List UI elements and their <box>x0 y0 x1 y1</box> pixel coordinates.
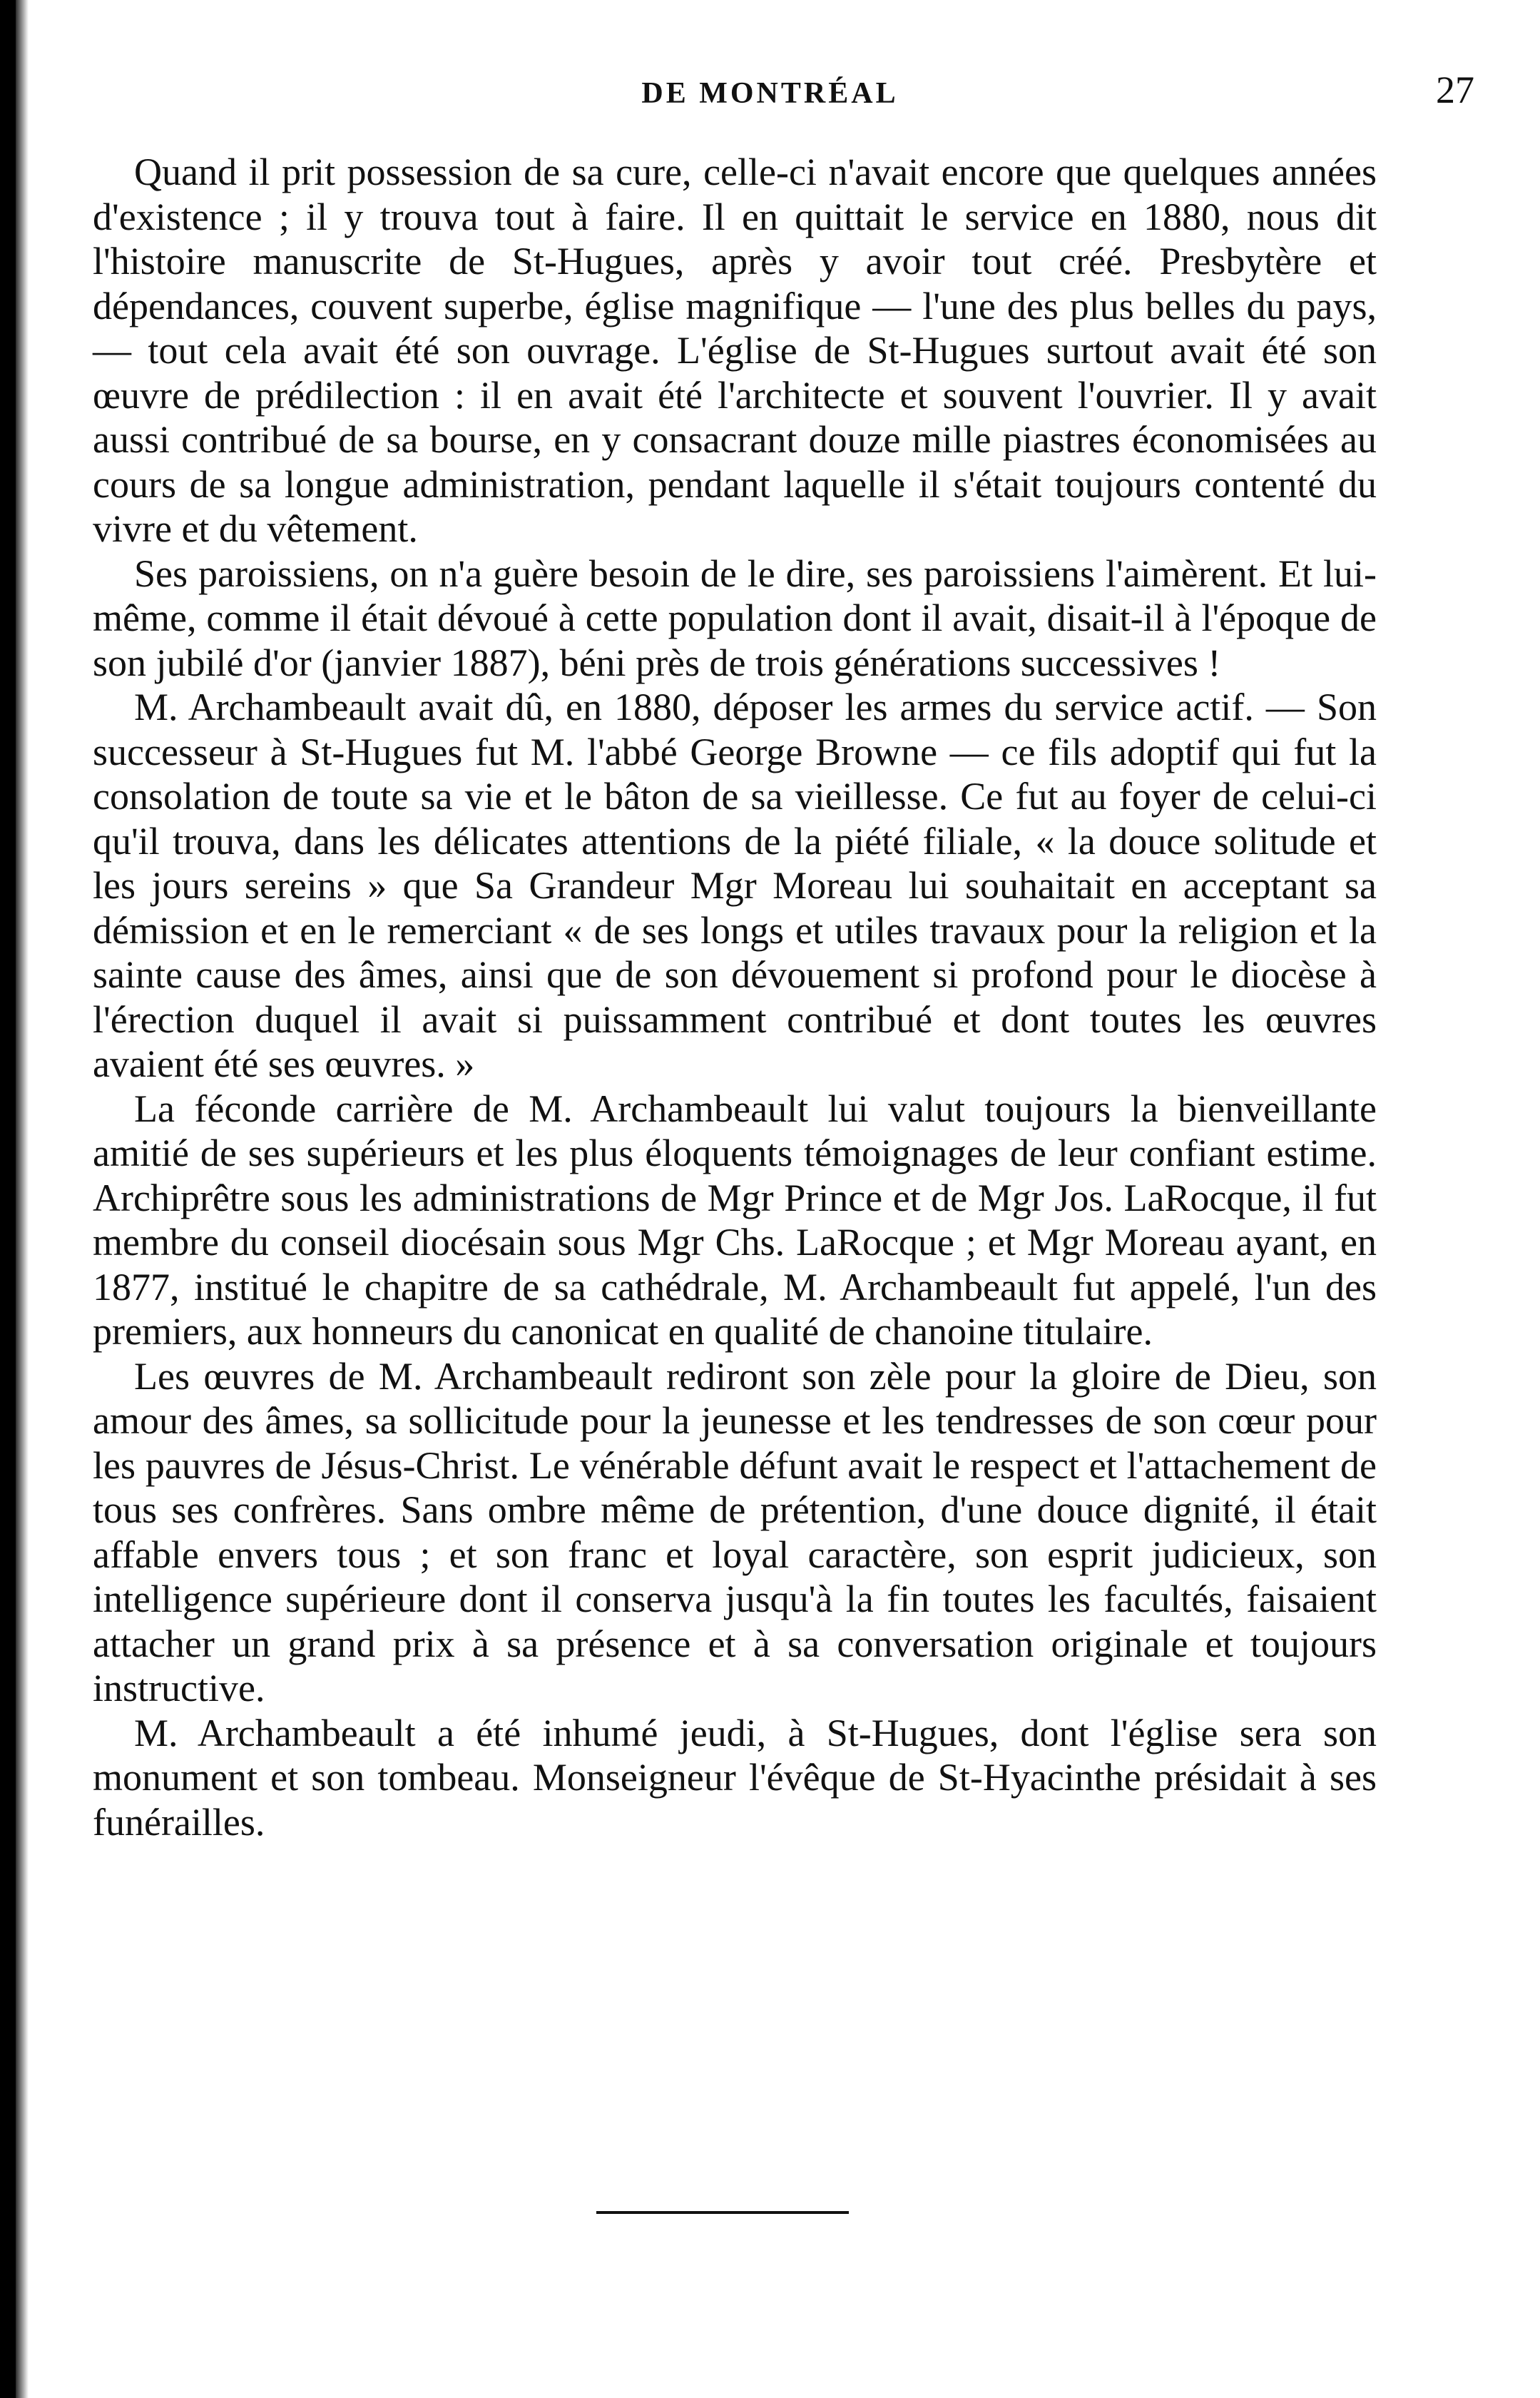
page-header <box>0 68 1540 118</box>
paragraph: Quand il prit possession de sa cure, celle-ci n'avait encore que quelques années d'existence ; il y trouva tout à faire. Il en quittait le service en 1880, nous dit l'histoire manuscrite de St-Hugues, après y avoir tout créé. Presbytère et dépendances, couvent superbe, église magnifique — l'une des plus belles du pays, — tout cela avait été son ouvrage. L'église de St-Hugues surtout avait été son œuvre de prédilection : il en avait été l'architecte et souvent l'ouvrier. Il y avait aussi contribué de sa bourse, en y consacrant douze mille piastres économisées au cours de sa longue administration, pendant laquelle il s'était toujours contenté du vivre et du vêtement. <box>93 151 1377 550</box>
body-text <box>93 150 1377 1844</box>
page-binding-edge <box>0 0 16 2398</box>
paragraph: Ses paroissiens, on n'a guère besoin de le dire, ses paroissiens l'aimèrent. Et lui-même, comme il était dévoué à cette population dont il avait, disait-il à l'époque de son jubilé d'or (janvier 1887), béni près de trois générations successives ! <box>93 552 1377 684</box>
page-binding-shadow <box>16 0 29 2398</box>
paragraph: M. Archambeault avait dû, en 1880, déposer les armes du service actif. — Son successeur à St-Hugues fut M. l'abbé George Browne — ce fils adoptif qui fut la consolation de toute sa vie et le bâton de sa vieillesse. Ce fut au foyer de celui-ci qu'il trouva, dans les délicates attentions de la piété filiale, « la douce solitude et les jours sereins » que Sa Grandeur Mgr Moreau lui souhaitait en acceptant sa démission et en le remerciant « de ses longs et utiles travaux pour la religion et la sainte cause des âmes, ainsi que de son dévouement si profond pour le diocèse à l'érection duquel il avait si puissamment contribué et dont toutes les œuvres avaient été ses œuvres. » <box>93 686 1377 1085</box>
paragraph: M. Archambeault a été inhumé jeudi, à St-Hugues, dont l'église sera son monument et son tombeau. Monseigneur l'évêque de St-Hyacinthe présidait à ses funérailles. <box>93 1711 1377 1844</box>
paragraph: Les œuvres de M. Archambeault rediront son zèle pour la gloire de Dieu, son amour des âmes, sa sollicitude pour la jeunesse et les tendresses de son cœur pour les pauvres de Jésus-Christ. Le vénérable défunt avait le respect et l'attachement de tous ses confrères. Sans ombre même de prétention, d'une douce dignité, il était affable envers tous ; et son franc et loyal caractère, son esprit judicieux, son intelligence supérieure dont il conserva jusqu'à la fin toutes les facultés, faisaient attacher un grand prix à sa présence et à sa conversation originale et toujours instructive. <box>93 1354 1377 1709</box>
running-title: DE MONTRÉAL <box>641 77 899 110</box>
paragraph: La féconde carrière de M. Archambeault lui valut toujours la bienveillante amitié de ses supérieurs et les plus éloquents témoignages de leur confiant estime. Archiprêtre sous les administrations de Mgr Prince et de Mgr Jos. LaRocque, il fut membre du conseil diocésain sous Mgr Chs. LaRocque ; et Mgr Moreau ayant, en 1877, institué le chapitre de sa cathédrale, M. Archambeault fut appelé, l'un des premiers, aux honneurs du canonicat en qualité de chanoine titulaire. <box>93 1087 1377 1353</box>
section-end-rule <box>596 2211 849 2214</box>
page-number: 27 <box>1436 68 1474 111</box>
